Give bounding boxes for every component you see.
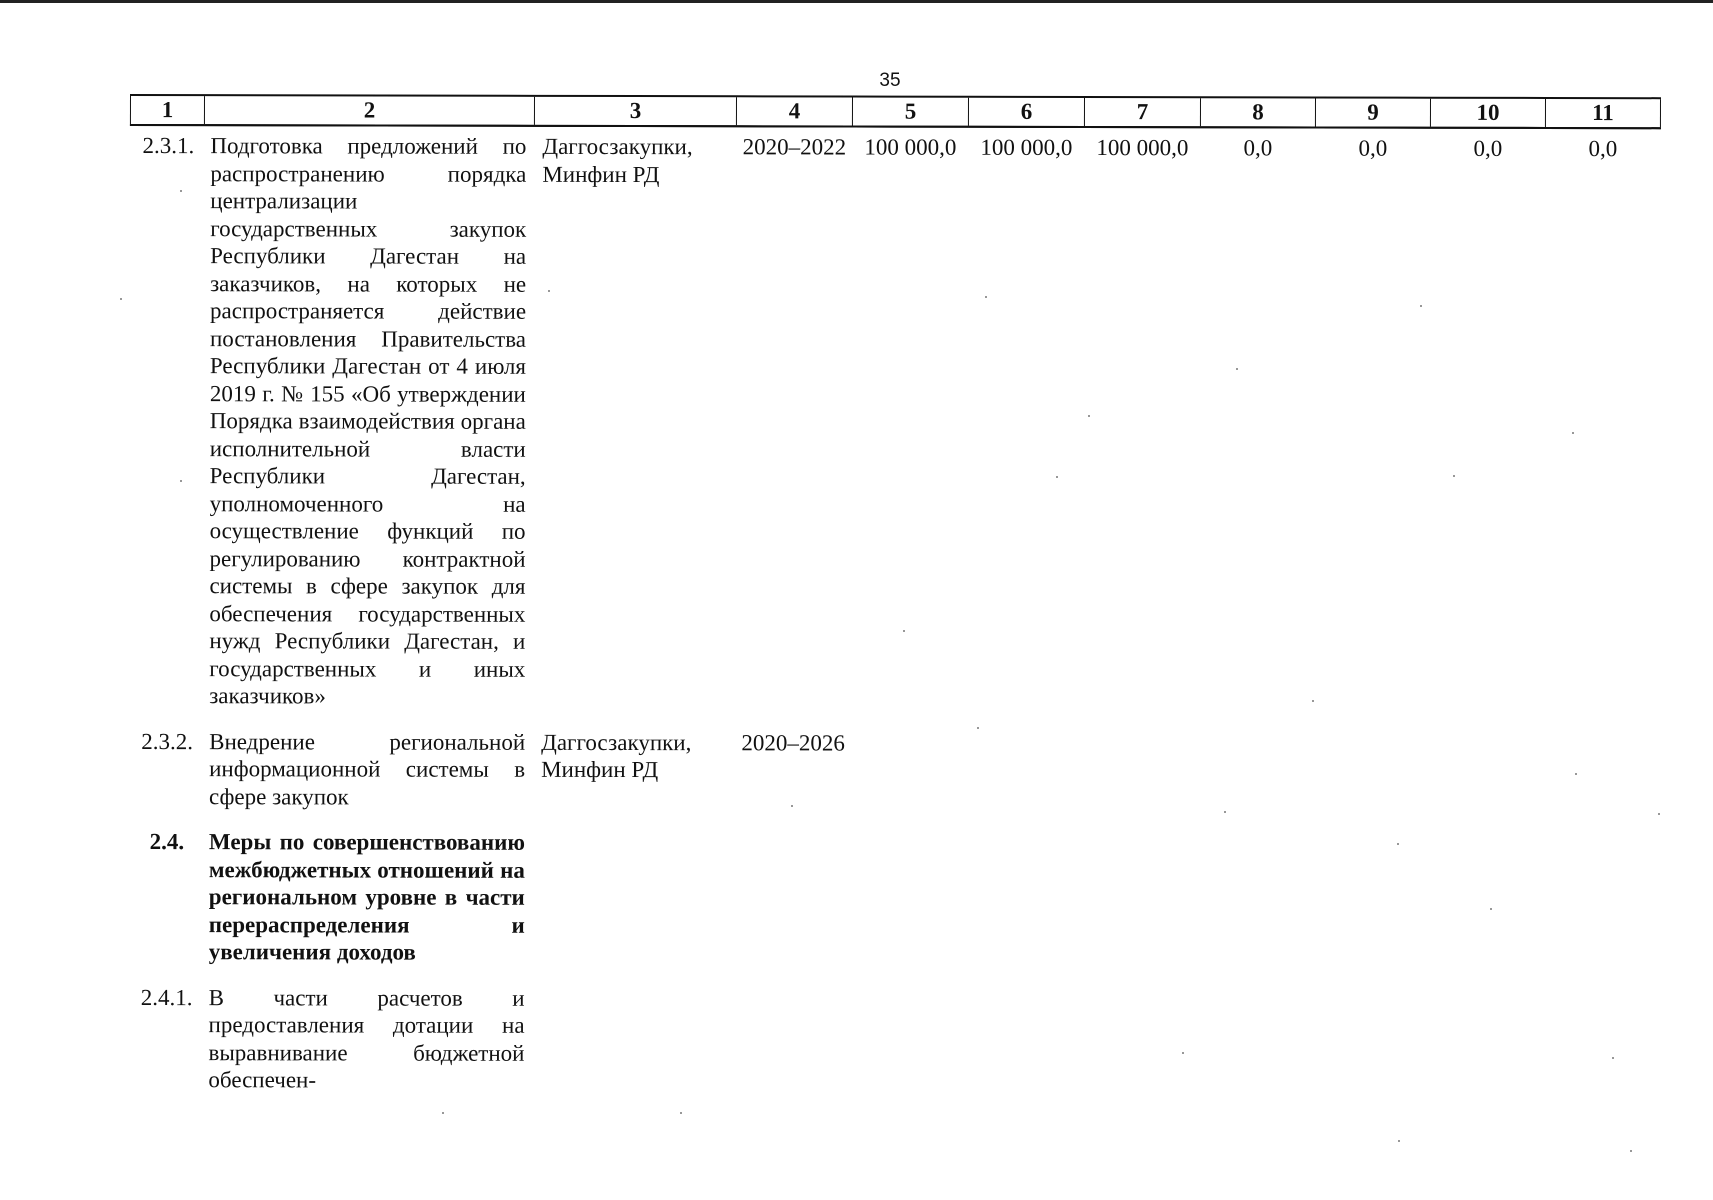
empty-cell bbox=[1429, 813, 1544, 969]
column-header: 10 bbox=[1430, 98, 1545, 128]
scan-speck bbox=[180, 480, 182, 482]
scan-speck bbox=[903, 630, 905, 632]
empty-cell bbox=[850, 967, 966, 1095]
empty-cell bbox=[1429, 712, 1544, 813]
scan-speck bbox=[1453, 475, 1455, 477]
measure-name: Подготовка предложений по распространению порядка централизации государственных закупок Республики Дагестан на заказчиков, на которых не распространяется действие постановления Правительства Республики Дагестан от 4 июля 2019 г. № 155 «Об утверждении Порядка взаимодействия органа исполнительной власти Республики Дагестан, уполномоченного на осуществление функций по регулированию контрактной системы в сфере закупок для обеспечения государственных нужд Республики Дагестан, и государственных и иных заказчиков» bbox=[209, 133, 527, 709]
column-header: 3 bbox=[534, 96, 736, 126]
scan-speck bbox=[120, 298, 122, 300]
scan-speck bbox=[791, 805, 793, 807]
value-col-11: 0,0 bbox=[1588, 136, 1618, 162]
scan-speck bbox=[1312, 700, 1314, 702]
section-title: Меры по совершенствованию межбюджетных отношений на региональном уровне в части перераспределения и увеличения доходов bbox=[208, 829, 525, 965]
scan-speck bbox=[1398, 1140, 1400, 1142]
empty-cell bbox=[1199, 712, 1314, 813]
empty-cell bbox=[735, 811, 851, 967]
scan-speck bbox=[977, 727, 979, 729]
empty-cell bbox=[1198, 968, 1313, 1096]
empty-cell bbox=[1082, 967, 1198, 1095]
scan-speck bbox=[442, 1112, 444, 1114]
scan-speck bbox=[680, 1112, 682, 1114]
scan-speck bbox=[985, 296, 987, 298]
empty-cell bbox=[851, 812, 967, 968]
value-col-7: 100 000,0 bbox=[1096, 135, 1189, 161]
row-number: 2.4. bbox=[149, 829, 185, 855]
scan-edge bbox=[0, 0, 1713, 3]
executor: Даггосзакупки, Минфин РД bbox=[541, 729, 692, 783]
period: 2020–2026 bbox=[741, 729, 845, 755]
scan-speck bbox=[1658, 813, 1660, 815]
empty-cell bbox=[734, 967, 850, 1095]
table-row bbox=[129, 709, 1659, 813]
scan-speck bbox=[1490, 908, 1492, 910]
empty-cell bbox=[967, 812, 1083, 968]
value-col-10: 0,0 bbox=[1473, 135, 1503, 161]
table-row-section bbox=[129, 810, 1659, 969]
empty-cell bbox=[1544, 712, 1659, 813]
table-row bbox=[129, 125, 1660, 713]
column-header: 7 bbox=[1084, 97, 1200, 127]
scan-speck bbox=[180, 190, 182, 192]
empty-cell bbox=[1428, 968, 1543, 1096]
column-header: 1 bbox=[130, 95, 204, 125]
column-header: 11 bbox=[1545, 98, 1660, 128]
value-col-5: 100 000,0 bbox=[864, 134, 957, 160]
column-header: 6 bbox=[968, 97, 1084, 127]
empty-cell bbox=[1544, 813, 1659, 969]
scan-speck bbox=[1056, 476, 1058, 478]
empty-cell bbox=[1314, 812, 1429, 968]
empty-cell bbox=[1314, 712, 1429, 813]
empty-cell bbox=[1083, 812, 1199, 968]
table-row bbox=[128, 965, 1658, 1096]
column-header: 2 bbox=[204, 95, 534, 126]
row-number: 2.3.2. bbox=[141, 728, 194, 754]
table-header-row bbox=[130, 95, 1660, 128]
empty-cell bbox=[1083, 711, 1199, 812]
scan-speck bbox=[1572, 432, 1574, 434]
empty-cell bbox=[966, 967, 1082, 1095]
empty-cell bbox=[533, 811, 735, 967]
value-col-8: 0,0 bbox=[1243, 135, 1273, 161]
executor: Даггосзакупки, Минфин РД bbox=[542, 133, 693, 187]
column-header: 4 bbox=[736, 96, 852, 126]
measure-name: В части расчетов и предоставления дотации на выравнивание бюджетной обеспечен- bbox=[208, 984, 525, 1093]
column-header: 9 bbox=[1315, 97, 1430, 127]
measure-name: Внедрение региональной информационной системы в сфере закупок bbox=[209, 728, 526, 809]
scan-speck bbox=[1182, 1052, 1184, 1054]
page-number: 35 bbox=[879, 70, 901, 91]
row-number: 2.3.1. bbox=[142, 133, 195, 159]
value-col-6: 100 000,0 bbox=[980, 134, 1073, 160]
column-header: 8 bbox=[1200, 97, 1315, 127]
scan-speck bbox=[1420, 305, 1422, 307]
scan-speck bbox=[1224, 811, 1226, 813]
value-col-9: 0,0 bbox=[1358, 135, 1388, 161]
row-number: 2.4.1. bbox=[140, 984, 193, 1010]
scan-speck bbox=[1088, 415, 1090, 417]
scan-speck bbox=[1612, 1057, 1614, 1059]
measures-table bbox=[128, 94, 1661, 1097]
column-header: 5 bbox=[852, 97, 968, 127]
empty-cell bbox=[532, 966, 734, 1094]
empty-cell bbox=[967, 711, 1083, 812]
scan-speck bbox=[548, 290, 550, 292]
scan-speck bbox=[1575, 773, 1577, 775]
empty-cell bbox=[851, 711, 967, 812]
scan-speck bbox=[1236, 368, 1238, 370]
document-table-wrap bbox=[128, 94, 1660, 1097]
scan-speck bbox=[1630, 1150, 1632, 1152]
empty-cell bbox=[1543, 968, 1658, 1096]
period: 2020–2022 bbox=[742, 134, 847, 160]
empty-cell bbox=[1313, 968, 1428, 1096]
scan-speck bbox=[1397, 843, 1399, 845]
empty-cell bbox=[1199, 812, 1314, 968]
